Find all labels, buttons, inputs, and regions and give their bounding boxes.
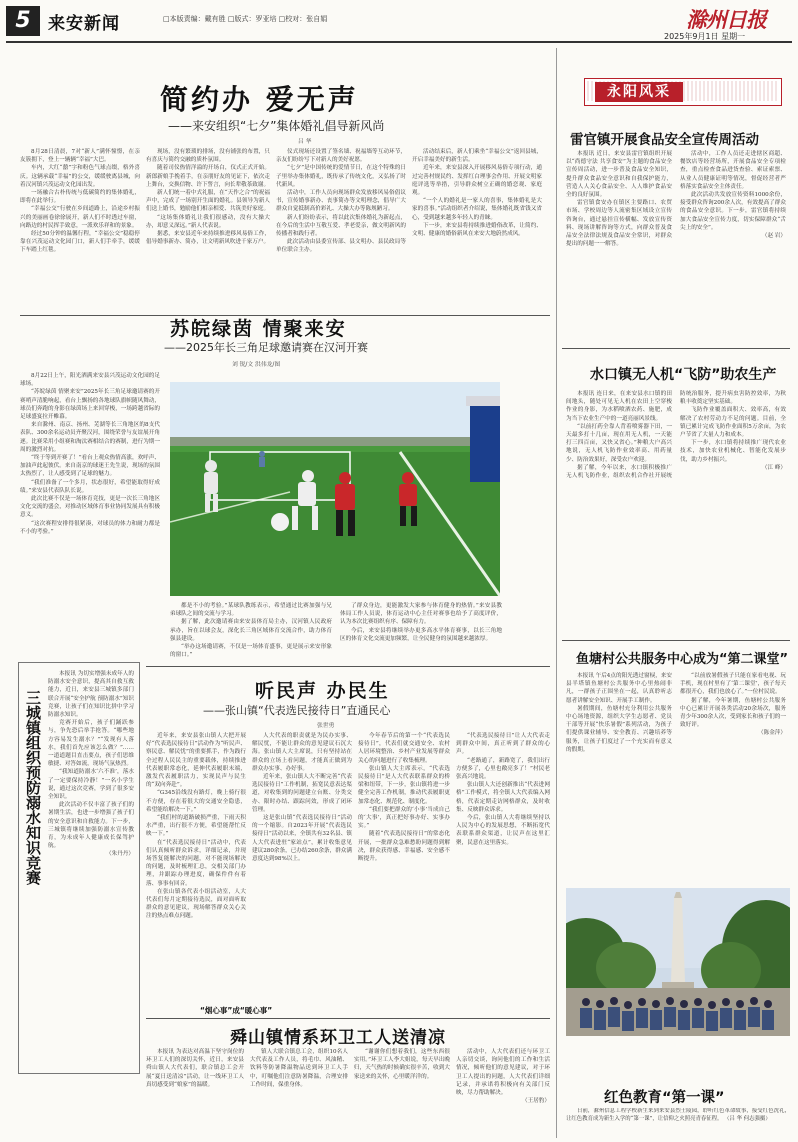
right-column-divider [556,48,557,1138]
a3-column-2: 人大代表的职责就是为民办实事、解民忧，不能让群众的意见建议石沉大海。张山镇人大主席说，只有坚持站在群众的立场上看问题，才能真正做到为群众办实事、办好事。 近年来，张山镇人大不断完善“代表选民接待日”工作机制，拓宽民意表达渠道，对收集到的问题建立台账、分类交办、限时办结、跟踪问效，形成了闭环管理。 这是张山镇“代表选民接待日”活动的一个缩影。自2023年开展“代表选民接待日”活动以来，全镇共有32名县、镇人大代表进驻“家站点”，累计收集意见建议280余条，已办结260余条，群众满意度达到98%以上。 [252,733,352,863]
left-box-text: 本报讯 为切实增强未成年人的防溺水安全意识，提高其自救互救能力，近日，来安县三城镇多部门联合开展“安全护航 预防溺水”知识竞赛，让孩子们在知识比拼中学习防溺水知识。 竞赛开始后，孩子们踊跃参与，争先恐后举手抢答。“哪些地方容易发生溺水？”“发现有人落水，我们首先应该怎么做？”……一道道题目直击要点，孩子们思维敏捷、对答如流，现场气氛热烈。 “我知道防溺水‘六不准’，落水了一定要保持冷静！”一名小学生说，通过这次竞赛，学到了很多安全知识。 此次活动不仅丰富了孩子们的暑期生活，也进一步增强了孩子们的安全意识和自救能力。下一步，三城镇将继续加强防溺水宣传教育，为未成年人健康成长保驾护航。 （朱丹丹） [48,671,134,858]
a2-title: 苏皖绿茵 情聚来安 [170,318,347,340]
r1-text: 本报讯 近日，来安县雷官镇组织开展以“尚德守法 共享食安”为主题的食品安全宣传周活动，进一步普及食品安全知识，提升群众食品安全意识和自我保护能力，营造人人关心食品安全、人人维护食品安全的良好氛围。 雷官镇食安办在镇区主要路口、农贸市场、学校周边等人流密集区域设立宣传咨询台，通过悬挂宣传横幅、发放宣传资料、现场讲解咨询等方式，向群众普及食品安全法律法规及食品安全常识，对群众提出的问题一一解答。 活动中，工作人员还走进辖区商超、餐饮店等经营场所，开展食品安全专项检查，重点检查食品进货查验、索证索票、从业人员健康证明等情况，督促经营者严格落实食品安全主体责任。 此次活动共发放宣传资料1000余份，接受群众咨询200余人次，有效提高了群众的食品安全意识。下一步，雷官镇将持续加大食品安全宣传力度，切实保障群众“舌尖上的安全”。 （赵 岩） [566,151,786,248]
a3-divider [146,1018,550,1019]
a1-subtitle: ——来安组织“七夕”集体婚礼倡导新风尚 [168,119,385,133]
a2-subtitle: ——2025年长三角足球邀请赛在汉河开赛 [164,341,368,354]
a2-byline: 刘 锐/文 洪伟龙/图 [232,362,281,368]
banner-label: 永阳风采 [595,82,683,102]
a4-column-4: 活动中，人大代表们还与环卫工人亲切交谈，询问他们的工作和生活情况，倾听他们的意见建议，对于环卫工人提出的问题，人大代表们详细记录，并承诺将积极向有关部门反映，尽力帮助解决。 （王居豹） [456,1049,550,1105]
a4-column-1: 本报讯 为表达对高温下坚守岗位的环卫工人们的深切关怀，近日，来安县舜山镇人大代表们，联合镇总工会开展“夏日送清凉”活动，让一线环卫工人真切感受到“娘家”的温暖。 [146,1049,244,1088]
football-photo [170,382,500,596]
page-number-box: 5 [6,6,40,36]
a1-column-1: 8月28日清晨，7对“新人”满怀憧憬，在亲友簇拥下，登上一辆辆“幸福”大巴。 车内，大红“囍”字和粉色气球点缀，格外喜庆。这辆承载“幸福”的公交，缓缓驶离县城，向着汉河镇兴茂运动文化园出发。 一场融合古朴传统与低碳简约的集体婚礼，即将在此举行。 “幸福公交”行驶在乡间道路上，沿途乡村振兴的美丽画卷徐徐展开，新人们不时透过车窗，向路边的村民挥手致意，一派欢乐祥和的景象。 经过50分钟的温馨行程，“幸福公交”稳稳停靠在兴茂运动文化园门口，新人们手牵手，缓缓下车踏上红毯。 [20,149,140,254]
a3-subtitle: ——张山镇“代表选民接待日”直通民心 [203,704,391,717]
a3-column-3: 今年春节后的第一个“代表选民接待日”，代表们就交通安全、农村人居环境整治、乡村产业发展等群众关心的问题进行了收集梳理。 张山镇人大主席表示，“代表选民接待日”是人大代表联系群众的桥梁和纽带，下一步，张山镇将进一步健全完善工作机制，推动代表履职更加常态化、规范化、制度化。 “我们要把群众的‘小事’当成自己的‘大事’，真正把好事办好、实事办实。” 随着“代表选民接待日”的常态化开展，一批群众急难愁盼问题得到解决，群众获得感、幸福感、安全感不断提升。 [358,733,450,863]
r1-divider [562,348,790,349]
football-scene [170,382,500,596]
r2-text: 本报讯 连日来，在来安县水口镇的田间地头，随处可见无人机在农田上空穿梭作业的身影，为水稻喷洒农药、施肥，成为当下农业生产中的一道亮丽风景线。 “以前打药全靠人背着喷雾器下田，一天最多打十几亩，现在用无人机，一天能打三四百亩，又快又省心。”种粮大户高兴地说，无人机飞防作业效率高、用药量少、防治效果好，深受农户欢迎。 据了解，今年以来，水口镇积极推广无人机飞防作业，组织农机合作社开展统防统治服务，提升病虫害防控效率，为秋粮丰收奠定坚实基础。 飞防作业覆盖面积大、效率高，有效解决了农村劳动力不足的问题。目前，全镇已累计完成飞防作业面积5万余亩，为农户节省了大量人力和成本。 下一步，水口镇将持续推广现代农业技术，加快农业机械化、智能化发展步伐，助力乡村振兴。 （江 峰） [566,391,786,480]
a1-column-4: 活动结束后，新人们乘坐“幸福公交”返回县城，开启幸福美好的新生活。 近年来，来安县深入开展移风易俗专项行动，通过完善村规民约、发挥红白理事会作用、开展文明家庭评选等举措，引导群众树立正确的婚恋观、家庭观。 “一个人的婚礼是一家人的喜事，集体婚礼是大家的喜事。”活动组织者介绍说，集体婚礼既省钱又省心，受到越来越多年轻人的青睐。 下一步，来安县将持续推进婚俗改革，让简约、文明、健康的婚俗新风在来安大地蔚然成风。 [412,149,542,238]
a4-column-2: 镇人大联合镇总工会，组织10名人大代表及工作人员，将毛巾、风油精、饮料等防暑降温物品送到环卫工人手中，叮嘱他们注意防暑降温，合理安排工作时间，保重身体。 [250,1049,348,1088]
monument-photo [566,888,790,1036]
r3-text: 本报讯 午后4点的阳光透过窗棂，来安县半塔镇鱼塘村公共服务中心里热闹非凡，一群孩子正围坐在一起，认真聆听志愿者讲解安全知识、开展手工制作。 暑假期间，鱼塘村充分利用公共服务中心场地资源，组织大学生志愿者、党员干部等开展“快乐暑假”系列活动，为孩子们提供课业辅导、安全教育、兴趣培养等服务，让孩子们度过了一个充实而有意义的假期。 “以前放暑假孩子只能在家看电视、玩手机，现在村里有了‘第二课堂’，孩子每天都很开心，我们也放心了。”一位村民说。 据了解，今年暑期，鱼塘村公共服务中心已累计开展各类活动20余场次，服务青少年300余人次，受到家长和孩子们的一致好评。 （陈金萍） [566,673,786,753]
a1-byline: 吕 华 [298,139,312,145]
a3-sidebar-title: “烟心事”成“暖心事” [200,1006,273,1015]
r3-title: 鱼塘村公共服务中心成为“第二课堂” [576,652,789,667]
a1-title: 简约办 爱无声 [160,83,359,116]
a2-divider [146,666,550,667]
a4-column-3: “谢谢你们想着我们，这些东西很实用。”环卫工人李大姐说，每天早出晚归，天气热的时候确实很辛苦，收到大家送来的关怀，心里暖洋洋的。 [354,1049,450,1080]
issue-date: 2025年9月1日 星期一 [664,32,746,41]
a2-bottom-right: 了群众身边，更能激发大家参与体育健身的热情。”来安县教体局工作人员说，体育运动中心主任对赛事也给予了高度评价，认为本次比赛组织有序、保障有力。 今后，来安县将继续举办更多高水平体育赛事，以长三角地区的体育文化交流更加频繁，让全民健身的氛围越来越浓厚。 [340,603,502,642]
section-title: 来安新闻 [48,14,120,34]
left-box-title: 三城镇组织预防溺水知识竞赛 [24,690,42,885]
masthead: 滁州日报 [686,7,766,32]
a1-column-2: 现场，没有繁琐的排场，没有铺张的布置，只有喜庆与简约交融的质朴氛围。 随着司仪热情洋溢的开场白，仪式正式开始。新郎新娘手挽着手，在亲朋好友的见证下，依次走上舞台，交换信物、许下誓言，向长辈敬茶致谢。 新人们统一着中式礼服，在“天作之合”的祝福声中，完成了一场别开生面的婚礼。县领导为新人们送上婚书，勉励他们相亲相爱、共筑美好家庭。 “这场集体婚礼让我们很感动，没有大操大办，却意义深远。”新人代表说。 据悉，来安县近年来持续推进移风易俗工作，倡导婚事新办、简办，让文明新风吹进千家万户。 [146,149,270,246]
a2-bottom-mid: 都是不小的考验。”某球队教练表示，希望通过比赛加强与兄弟球队之间的交流与学习。 据了解，此次邀请赛由来安县体育局主办，汉河镇人民政府承办，旨在以球会友，深化长三角区域体育交流合作，助力体育强县建设。 “举办这场邀请赛，不仅是一场体育盛事，更是展示来安形象的窗口。” [170,603,332,659]
r4-title: 红色教育“第一课” [604,1090,725,1106]
right-banner [584,78,782,106]
staff-credits: □本版责编：戴有胜 □版式：罗亚培 □校对：张自娟 [163,15,328,23]
a3-column-1: 近年来，来安县张山镇人大把开展好“代表选民接待日”活动作为“听民声、察民意、解民忧”的重要抓手，作为践行全过程人民民主的重要载体，持续推进代表履职常态化，延伸代表履职末端，激发代表履职活力，实现民声与民生的“双向奔赴”。 “G345沿线没有路灯，晚上骑行很不方便，存在着很大的交通安全隐患，希望能给解决一下。” “我们村的道路破损严重，下雨天积水严重，出行很不方便，希望能帮忙反映一下。” 在“代表选民接待日”活动中，代表们认真倾听群众诉求，详细记录，并现场答复能解决的问题，对不能现场解决的问题，及时梳理汇总，交相关部门办理，并跟踪办理进度，确保件件有着落、事事有回音。 在张山镇各代表小组活动室，人大代表们每月定期接待选民，面对面听取群众的意见建议，现场解答群众关心关注的热点难点问题。 [146,733,246,920]
r2-divider [562,640,790,641]
a4-title: 舜山镇情系环卫工人送清凉 [230,1028,446,1048]
r4-caption: 日前，滁州信息工程学校新生来到来安县烈士陵园，聆听红色革命故事，接受红色洗礼，让红色教育成为新生入学的“第一课”，让信仰之火照亮青春征程。 （吕 华 何志强摄） [566,1108,790,1122]
monument-scene [566,888,790,1036]
a3-title: 听民声 办民生 [255,680,390,702]
header-rule [6,41,792,43]
a3-byline: 张世勇 [317,723,335,729]
r2-title: 水口镇无人机“飞防”助农生产 [590,367,777,383]
r1-title: 雷官镇开展食品安全宣传周活动 [570,132,759,148]
a1-column-3: 仪式现场还设置了签名墙、祝福墙等互动环节，亲友们纷纷写下对新人的美好祝愿。 “七夕”是中国传统的爱情节日，在这个特殊的日子里举办集体婚礼，既传承了传统文化，又弘扬了时代新风。 活动中，工作人员向现场群众发放移风易俗倡议书，宣传婚事新办、丧事简办等文明理念，倡导广大群众自觉抵制高价彩礼、大操大办等陈规陋习。 新人们纷纷表示，将以此次集体婚礼为新起点，在今后的生活中互敬互爱、孝老爱亲，做文明新风的传播者和践行者。 此次活动由县委宣传部、县文明办、县民政局等单位联合主办。 [276,149,406,254]
a3-column-4: “代表选民接待日”让人大代表走到群众中间，真正听到了群众的心声。 “老路通了，新路宽了，我们出行方便多了，心里也敞亮多了！”村民老张高兴地说。 张山镇人大还创新推出“代表进网格”工作模式，将全镇人大代表编入网格，代表定期走访网格群众，及时收集、反映群众诉求。 今后，张山镇人大将继续坚持以人民为中心的发展思想，不断拓宽代表联系群众渠道，让民声在这里汇聚，民意在这里落实。 [456,733,550,846]
a2-left-column: 8月22日上午，阳光洒满来安县兴茂运动文化园的足球场。 “苏皖绿茵 情聚来安”2025年长三角足球邀请赛的开赛哨声清脆响起，看台上飘扬的各地球队旗帜随风舞动，球员们奔跑的身影在绿茵场上来回穿梭，一场跨越省际的足球盛宴拉开帷幕。 来自滁州、南京、扬州、芜湖等长三角地区的8支代表队、300余名运动员齐聚汉河，围绕荣誉与友谊展开角逐。比赛采用小组赛和淘汰赛相结合的赛制，进行为期一周的激烈对抗。 “终于等到开赛了！”看台上观众热情高涨，欢呼声、加油声此起彼伏。来自南京的球迷王先生说，现场的氛围太热烈了，让人感受到了足球的魅力。 “我们准备了一个多月，状态很好，希望能取得好成绩。”来安县代表队队长说。 此次比赛不仅是一场体育竞技，更是一次长三角地区文化交流的盛会，对推动区域体育事业协同发展具有积极意义。 “这次赛程安排得很紧凑，对球员的体力和耐力都是不小的考验。” [20,373,160,535]
